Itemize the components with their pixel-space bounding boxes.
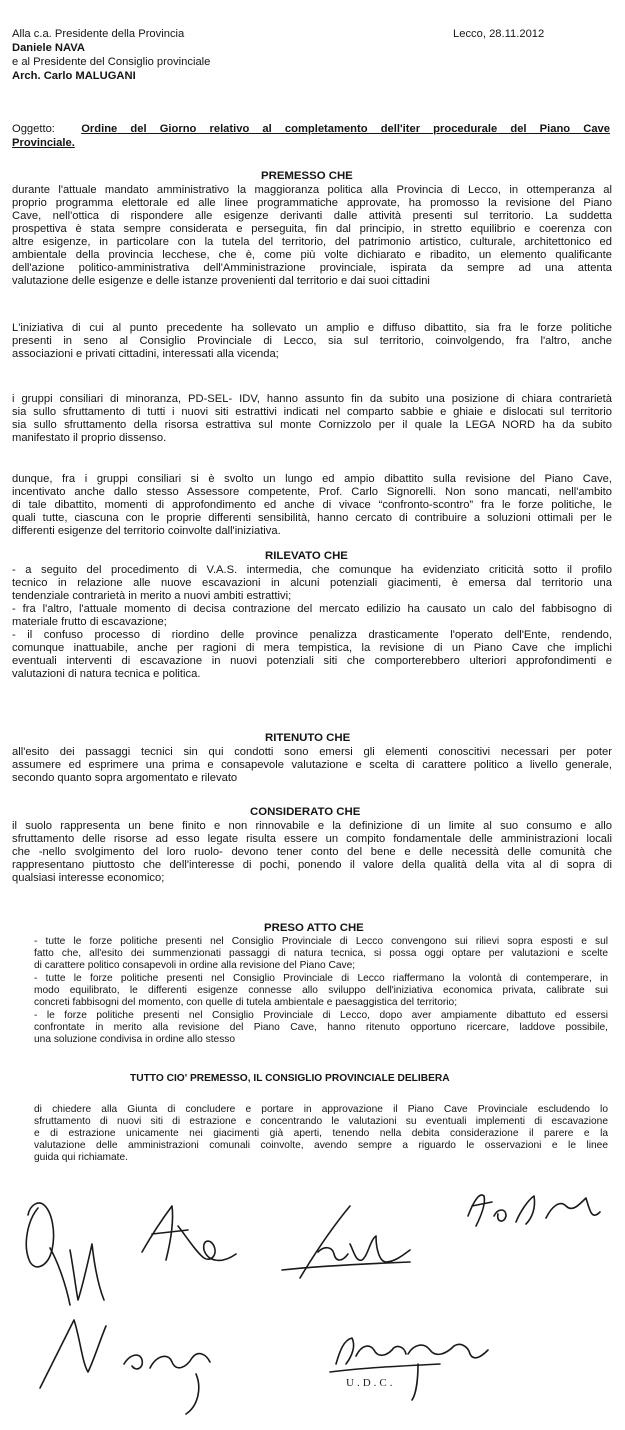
- place-date: Lecco, 28.11.2012: [453, 28, 545, 40]
- preso-atto-line: confrontate in merito alla revisione del Piano Cave, hanno ritenuto opportuno ricercare, laddove possibile,: [34, 1022, 608, 1033]
- considerato-line: che -nello svolgimento del loro ruolo- devono tener conto del bene e delle necessità delle comunità che: [12, 846, 612, 858]
- premesso-p1-line: Cave, nell'ottica di rispondere alle esigenze derivanti dalle attività presenti sul territorio. La suddetta: [12, 210, 612, 222]
- preso-atto-line: - le forze politiche presenti nel Consiglio Provinciale di Lecco, dopo aver ampiamente dibattuto ed essersi: [34, 1010, 608, 1021]
- rilevato-line: comunque inattuabile, anche per ragioni di mera tempistica, la revisione di un Piano Cave che implichi: [12, 642, 612, 654]
- preso-atto-line: - tutte le forze politiche presenti nel Consiglio Provinciale di Lecco riaffermano la volontà di contemperare, in: [34, 973, 608, 984]
- ritenuto-line: all'esito dei passaggi tecnici sin qui condotti sono emersi gli elementi conoscitivi necessari per poter: [12, 746, 612, 758]
- premesso-p3-line: i gruppi consiliari di minoranza, PD-SEL- IDV, hanno assunto fin da subito una posizione di chiara contrarietà: [12, 393, 612, 405]
- signature-6: [330, 1338, 488, 1400]
- party-stamp-text: U.D.C.: [346, 1377, 396, 1389]
- premesso-p3-line: sia sullo sfruttamento di tutti i nuovi siti estrattivi indicati nel comparto sabbie e ghiaie e dislocati sul territorio: [12, 406, 612, 418]
- preso-atto-line: modo equilibrato, le differenti esigenze connesse allo sviluppo dell'iniziativa economica privata, calibrate sui: [34, 985, 608, 996]
- considerato-heading: CONSIDERATO CHE: [250, 806, 361, 818]
- premesso-p2-line: L'iniziativa di cui al punto precedente ha sollevato un amplio e diffuso dibattito, sia fra le forze politiche: [12, 322, 612, 334]
- address-line-1: Alla c.a. Presidente della Provincia: [12, 28, 185, 40]
- delibera-line: di chiedere alla Giunta di concludere e portare in approvazione il Piano Cave Provinciale escludendo lo: [34, 1104, 608, 1115]
- premesso-p2-line: presenti in seno al Consiglio Provinciale di Lecco, sia sul territorio, coinvolgendo, fra l'altro, anche: [12, 335, 612, 347]
- premesso-p1-line: dell'azione politico-amministrativa dell'Amministrazione provinciale, ispirata da sempre ad una attenta: [12, 262, 612, 274]
- premesso-p3-line: sia sullo sfruttamento della risorsa estrattiva sul monte Cornizzolo per il quale la LEGA NORD ha da subito: [12, 419, 612, 431]
- delibera-line: valutazione delle amministrazioni comunali coinvolte, avendo sempre a riguardo le osservazioni e le linee: [34, 1140, 608, 1151]
- considerato-line: rappresentano piuttosto che dell'interesse di pochi, ponendo il valore della qualità della vita al di sopra di: [12, 859, 612, 871]
- signature-4: [468, 1195, 600, 1226]
- premesso-p1-line: prospettiva è stata sempre considerata e perseguita, fin dal principio, in stretto equilibrio e coerenza con: [12, 223, 612, 235]
- preso-atto-line: - tutte le forze politiche presenti nel Consiglio Provinciale di Lecco convengono sui rilievi sopra esposti e sul: [34, 936, 608, 947]
- premesso-p4-line: incentivato anche dallo stesso Assessore competente, Prof. Carlo Signorelli. Non sono mancati, nell'ambito: [12, 486, 612, 498]
- subject-label: Oggetto:: [12, 123, 55, 135]
- address-line-2: Daniele NAVA: [12, 42, 85, 54]
- ritenuto-heading: RITENUTO CHE: [265, 732, 351, 744]
- address-line-3: e al Presidente del Consiglio provinciale: [12, 56, 211, 68]
- premesso-p1-line: valutazione delle esigenze e delle istanze provenienti dal territorio e dai suoi cittadini: [12, 275, 430, 287]
- preso-atto-heading: PRESO ATTO CHE: [264, 922, 364, 934]
- ritenuto-line: secondo quanto sopra argomentato e rilevato: [12, 772, 238, 784]
- preso-atto-line: una soluzione condivisa in ordine allo stesso: [34, 1034, 236, 1045]
- rilevato-line: valutazioni di natura tecnica e politica.: [12, 668, 201, 680]
- rilevato-line: materiale frutto di escavazione;: [12, 616, 167, 628]
- premesso-p4-line: di tale dibattito, momenti di approfondimento ed anche di vivace “confronto-scontro” fra le forze politiche, le: [12, 499, 612, 511]
- premesso-heading: PREMESSO CHE: [261, 170, 353, 182]
- preso-atto-line: concreti fabbisogni del momento, con quelle di tutela ambientale e paesaggistica del territorio;: [34, 997, 458, 1008]
- delibera-heading: TUTTO CIO' PREMESSO, IL CONSIGLIO PROVINCIALE DELIBERA: [130, 1073, 450, 1084]
- signature-5: [40, 1320, 210, 1414]
- premesso-p1-line: proprio programma elettorale ed alle linee programmatiche approvate, ha promosso la revisione del Piano: [12, 197, 612, 209]
- address-line-4: Arch. Carlo MALUGANI: [12, 70, 136, 82]
- rilevato-line: tendenziale contrarietà in merito a nuovi ambiti estrattivi;: [12, 590, 292, 602]
- preso-atto-line: di carattere politico consapevoli in ordine alla revisione del Piano Cave;: [34, 960, 356, 971]
- subject-title: Ordine del Giorno relativo al completamento dell'iter procedurale del Piano Cave: [81, 123, 610, 135]
- premesso-p1-line: durante l'attuale mandato amministrativo la maggioranza politica alla Provincia di Lecco, in ottemperanza al: [12, 184, 612, 196]
- considerato-line: qualsiasi interesse economico;: [12, 872, 165, 884]
- premesso-p2-line: associazioni e privati cittadini, interessati alla vicenda;: [12, 348, 279, 360]
- signature-2: [142, 1206, 236, 1260]
- rilevato-line: eventuali interventi di escavazione in nuovi potenziali siti che comporterebbero ulteriori approfondimenti e: [12, 655, 612, 667]
- rilevato-line: - il confuso processo di riordino delle province penalizza drasticamente l'operato dell'Ente, rendendo,: [12, 629, 612, 641]
- premesso-p1-line: ambientale della provincia lecchese, che è, come più volte dichiarato e ribadito, un elemento qualificante: [12, 249, 612, 261]
- ritenuto-line: assumere ed esprimere una prima e consapevole valutazione e scelta di carattere politico a livello generale,: [12, 759, 612, 771]
- preso-atto-line: fatto che, all'esito dei summenzionati passaggi di natura tecnica, si possa oggi optare per valutazioni e scelte: [34, 948, 608, 959]
- rilevato-line: tecnico in relazione alle nuove escavazioni in alcuni potenziali giacimenti, è emersa dal territorio una: [12, 577, 612, 589]
- subject-title-continued: Provinciale.: [12, 137, 75, 149]
- premesso-p3-line: manifestato il proprio dissenso.: [12, 432, 167, 444]
- premesso-p4-line: quali tutte, ciascuna con le proprie differenti sensibilità, hanno cercato di contribuire a soluzioni ottimali per le: [12, 512, 612, 524]
- premesso-p1-line: altre esigenze, in particolare con la tutela del territorio, del patrimonio artistico, culturale, architettonico ed: [12, 236, 612, 248]
- delibera-line: guida qui richiamate.: [34, 1152, 129, 1163]
- signature-1: [26, 1203, 104, 1305]
- delibera-line: sfruttamento di nuovi siti di estrazione e concentrando le valutazioni su eventuali implementi di escavazione: [34, 1116, 608, 1127]
- premesso-p4-line: dunque, fra i gruppi consiliari si è svolto un lungo ed ampio dibattito sulla revisione del Piano Cave,: [12, 473, 612, 485]
- delibera-line: e di estrazione unicamente nei giacimenti già aperti, tenendo nella debita considerazione il parere e la: [34, 1128, 608, 1139]
- considerato-line: sfruttamento delle risorse ad esso legate risulta essere un compito fondamentale delle amministrazioni locali: [12, 833, 612, 845]
- considerato-line: il suolo rappresenta un bene finito e non rinnovabile e la definizione di un limite al suo consumo e allo: [12, 820, 612, 832]
- rilevato-heading: RILEVATO CHE: [265, 550, 348, 562]
- premesso-p4-line: differenti esigenze del territorio coinvolte dall'iniziativa.: [12, 525, 281, 537]
- rilevato-line: - a seguito del procedimento di V.A.S. intermedia, che comunque ha evidenziato criticità sotto il profilo: [12, 564, 612, 576]
- signature-3: [282, 1206, 410, 1278]
- rilevato-line: - fra l'altro, l'attuale momento di decisa contrazione del mercato edilizio ha causato un calo del fabbisogno di: [12, 603, 612, 615]
